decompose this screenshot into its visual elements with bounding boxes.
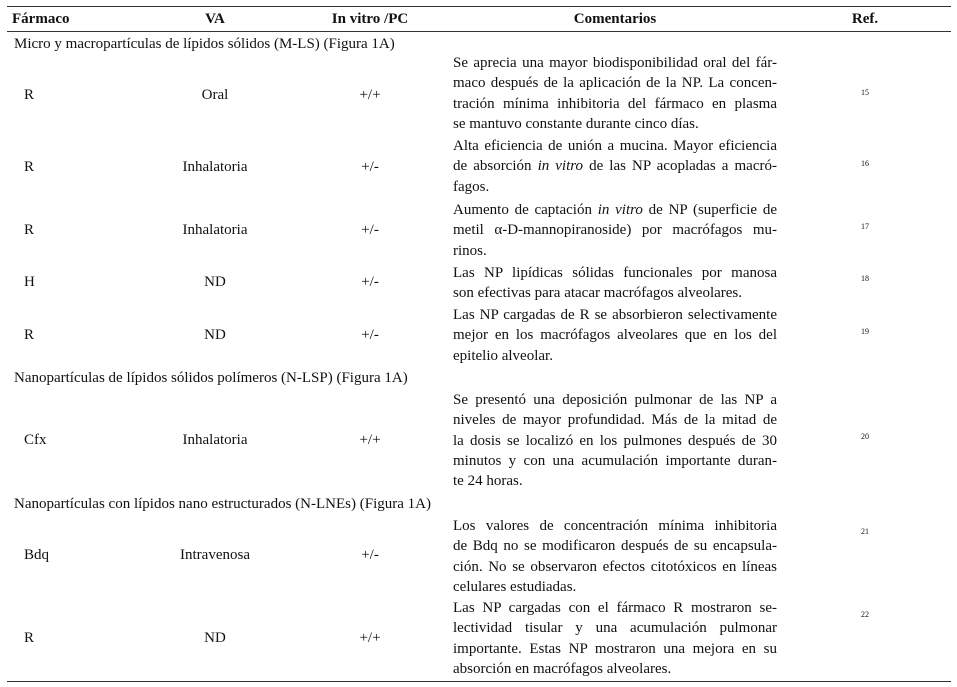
comment-line: niveles de mayor profundidad. Más de la mitad de (453, 412, 777, 429)
cell-comment (453, 305, 777, 366)
top-rule (7, 6, 951, 7)
cell-drug: R (24, 222, 35, 238)
comment-line: absorción en macrófagos alveolares. (453, 660, 672, 677)
cell-pc: +/- (361, 547, 379, 563)
comment-line: Alta eficiencia de unión a mucina. Mayor eficiencia (453, 138, 777, 154)
comment-line: Aumento de captación in vitro de NP (superficie de (453, 202, 777, 218)
cell-ref: 20 (861, 432, 869, 441)
cell-drug: H (24, 274, 35, 290)
comment-line: rinos. (453, 242, 487, 259)
cell-pc: +/+ (359, 432, 381, 448)
comment-line: son efectivas para atacar macrófagos alveolares. (453, 285, 743, 302)
cell-ref: 17 (861, 222, 869, 231)
bottom-rule (7, 681, 951, 682)
comment-line: tración mínima inhibitoria del fármaco en plasma (453, 95, 777, 112)
comment-line: celulares estudiadas. (453, 578, 577, 595)
comment-line: Se aprecia una mayor biodisponibilidad oral del fár- (453, 55, 777, 71)
cell-va: ND (204, 630, 226, 646)
cell-ref: 15 (861, 88, 869, 97)
comment-line: Las NP lipídicas sólidas funcionales por manosa (453, 265, 777, 281)
comment-line: Los valores de concentración mínima inhibitoria (453, 518, 777, 534)
cell-drug: R (24, 159, 35, 175)
comment-line: maco después de la aplicación de la NP. La concen- (453, 75, 777, 92)
cell-ref: 22 (861, 610, 869, 619)
comment-line: fagos. (453, 178, 490, 195)
comment-line: epitelio alveolar. (453, 347, 553, 364)
cell-drug: R (24, 327, 35, 343)
cell-comment (453, 200, 777, 261)
cell-pc: +/- (361, 274, 379, 290)
section-title: Micro y macropartículas de lípidos sólidos (M-LS) (Figura 1A) (14, 36, 395, 52)
cell-va: Inhalatoria (182, 222, 248, 238)
cell-pc: +/- (361, 222, 379, 238)
cell-ref: 21 (861, 527, 869, 536)
cell-comment (453, 136, 777, 197)
cell-va: Oral (201, 87, 229, 103)
cell-pc: +/- (361, 327, 379, 343)
comment-line: la dosis se localizó en los pulmones después de 30 (453, 432, 777, 449)
comment-line: de absorción in vitro de las NP acopladas a macró- (453, 158, 777, 175)
cell-drug: Cfx (24, 432, 47, 448)
cell-va: Intravenosa (180, 547, 250, 563)
comment-line: minutos y con una acumulación importante duran- (453, 452, 777, 469)
cell-va: ND (204, 274, 226, 290)
cell-drug: R (24, 87, 35, 103)
section-title: Nanopartículas con lípidos nano estructurados (N-LNEs) (Figura 1A) (14, 496, 431, 512)
comment-line: metil α-D-mannopiranoside) por macrófagos mu- (453, 222, 777, 239)
comment-line: Las NP cargadas con el fármaco R mostraron se- (453, 600, 777, 616)
header-pc: In vitro /PC (331, 11, 409, 27)
comment-line: Se presentó una deposición pulmonar de las NP a (453, 392, 777, 408)
cell-va: ND (204, 327, 226, 343)
comment-line: ción. No se observaron efectos citotóxicos en líneas (453, 558, 777, 575)
header-ref: Ref. (851, 11, 879, 27)
comment-line: lectividad tisular y una acumulación pulmonar (453, 620, 777, 637)
comment-line: te 24 horas. (453, 473, 523, 490)
cell-drug: R (24, 630, 35, 646)
comment-line: Las NP cargadas de R se absorbieron selectivamente (453, 307, 777, 323)
header-comments: Comentarios (573, 11, 657, 27)
cell-va: Inhalatoria (182, 159, 248, 175)
comment-line: se mantuvo constante durante cinco días. (453, 115, 699, 132)
comment-line: mejor en los macrófagos alveolares que en los del (453, 327, 777, 344)
cell-pc: +/+ (359, 87, 381, 103)
cell-ref: 16 (861, 159, 869, 168)
cell-comment (453, 598, 777, 679)
cell-pc: +/- (361, 159, 379, 175)
header-va: VA (205, 11, 225, 27)
cell-va: Inhalatoria (182, 432, 248, 448)
cell-drug: Bdq (24, 547, 50, 563)
cell-ref: 18 (861, 274, 869, 283)
cell-comment (453, 263, 777, 304)
cell-comment (453, 390, 777, 491)
cell-comment (453, 53, 777, 134)
section-title: Nanopartículas de lípidos sólidos polímeros (N-LSP) (Figura 1A) (14, 370, 408, 386)
cell-comment (453, 516, 777, 597)
header-rule (7, 31, 951, 32)
comment-line: de Bdq no se modificaron después de su encapsula- (453, 538, 777, 555)
header-drug: Fármaco (12, 11, 70, 27)
cell-ref: 19 (861, 327, 869, 336)
cell-pc: +/+ (359, 630, 381, 646)
comment-line: importante. Estas NP mostraron una mejora en su (453, 640, 777, 657)
